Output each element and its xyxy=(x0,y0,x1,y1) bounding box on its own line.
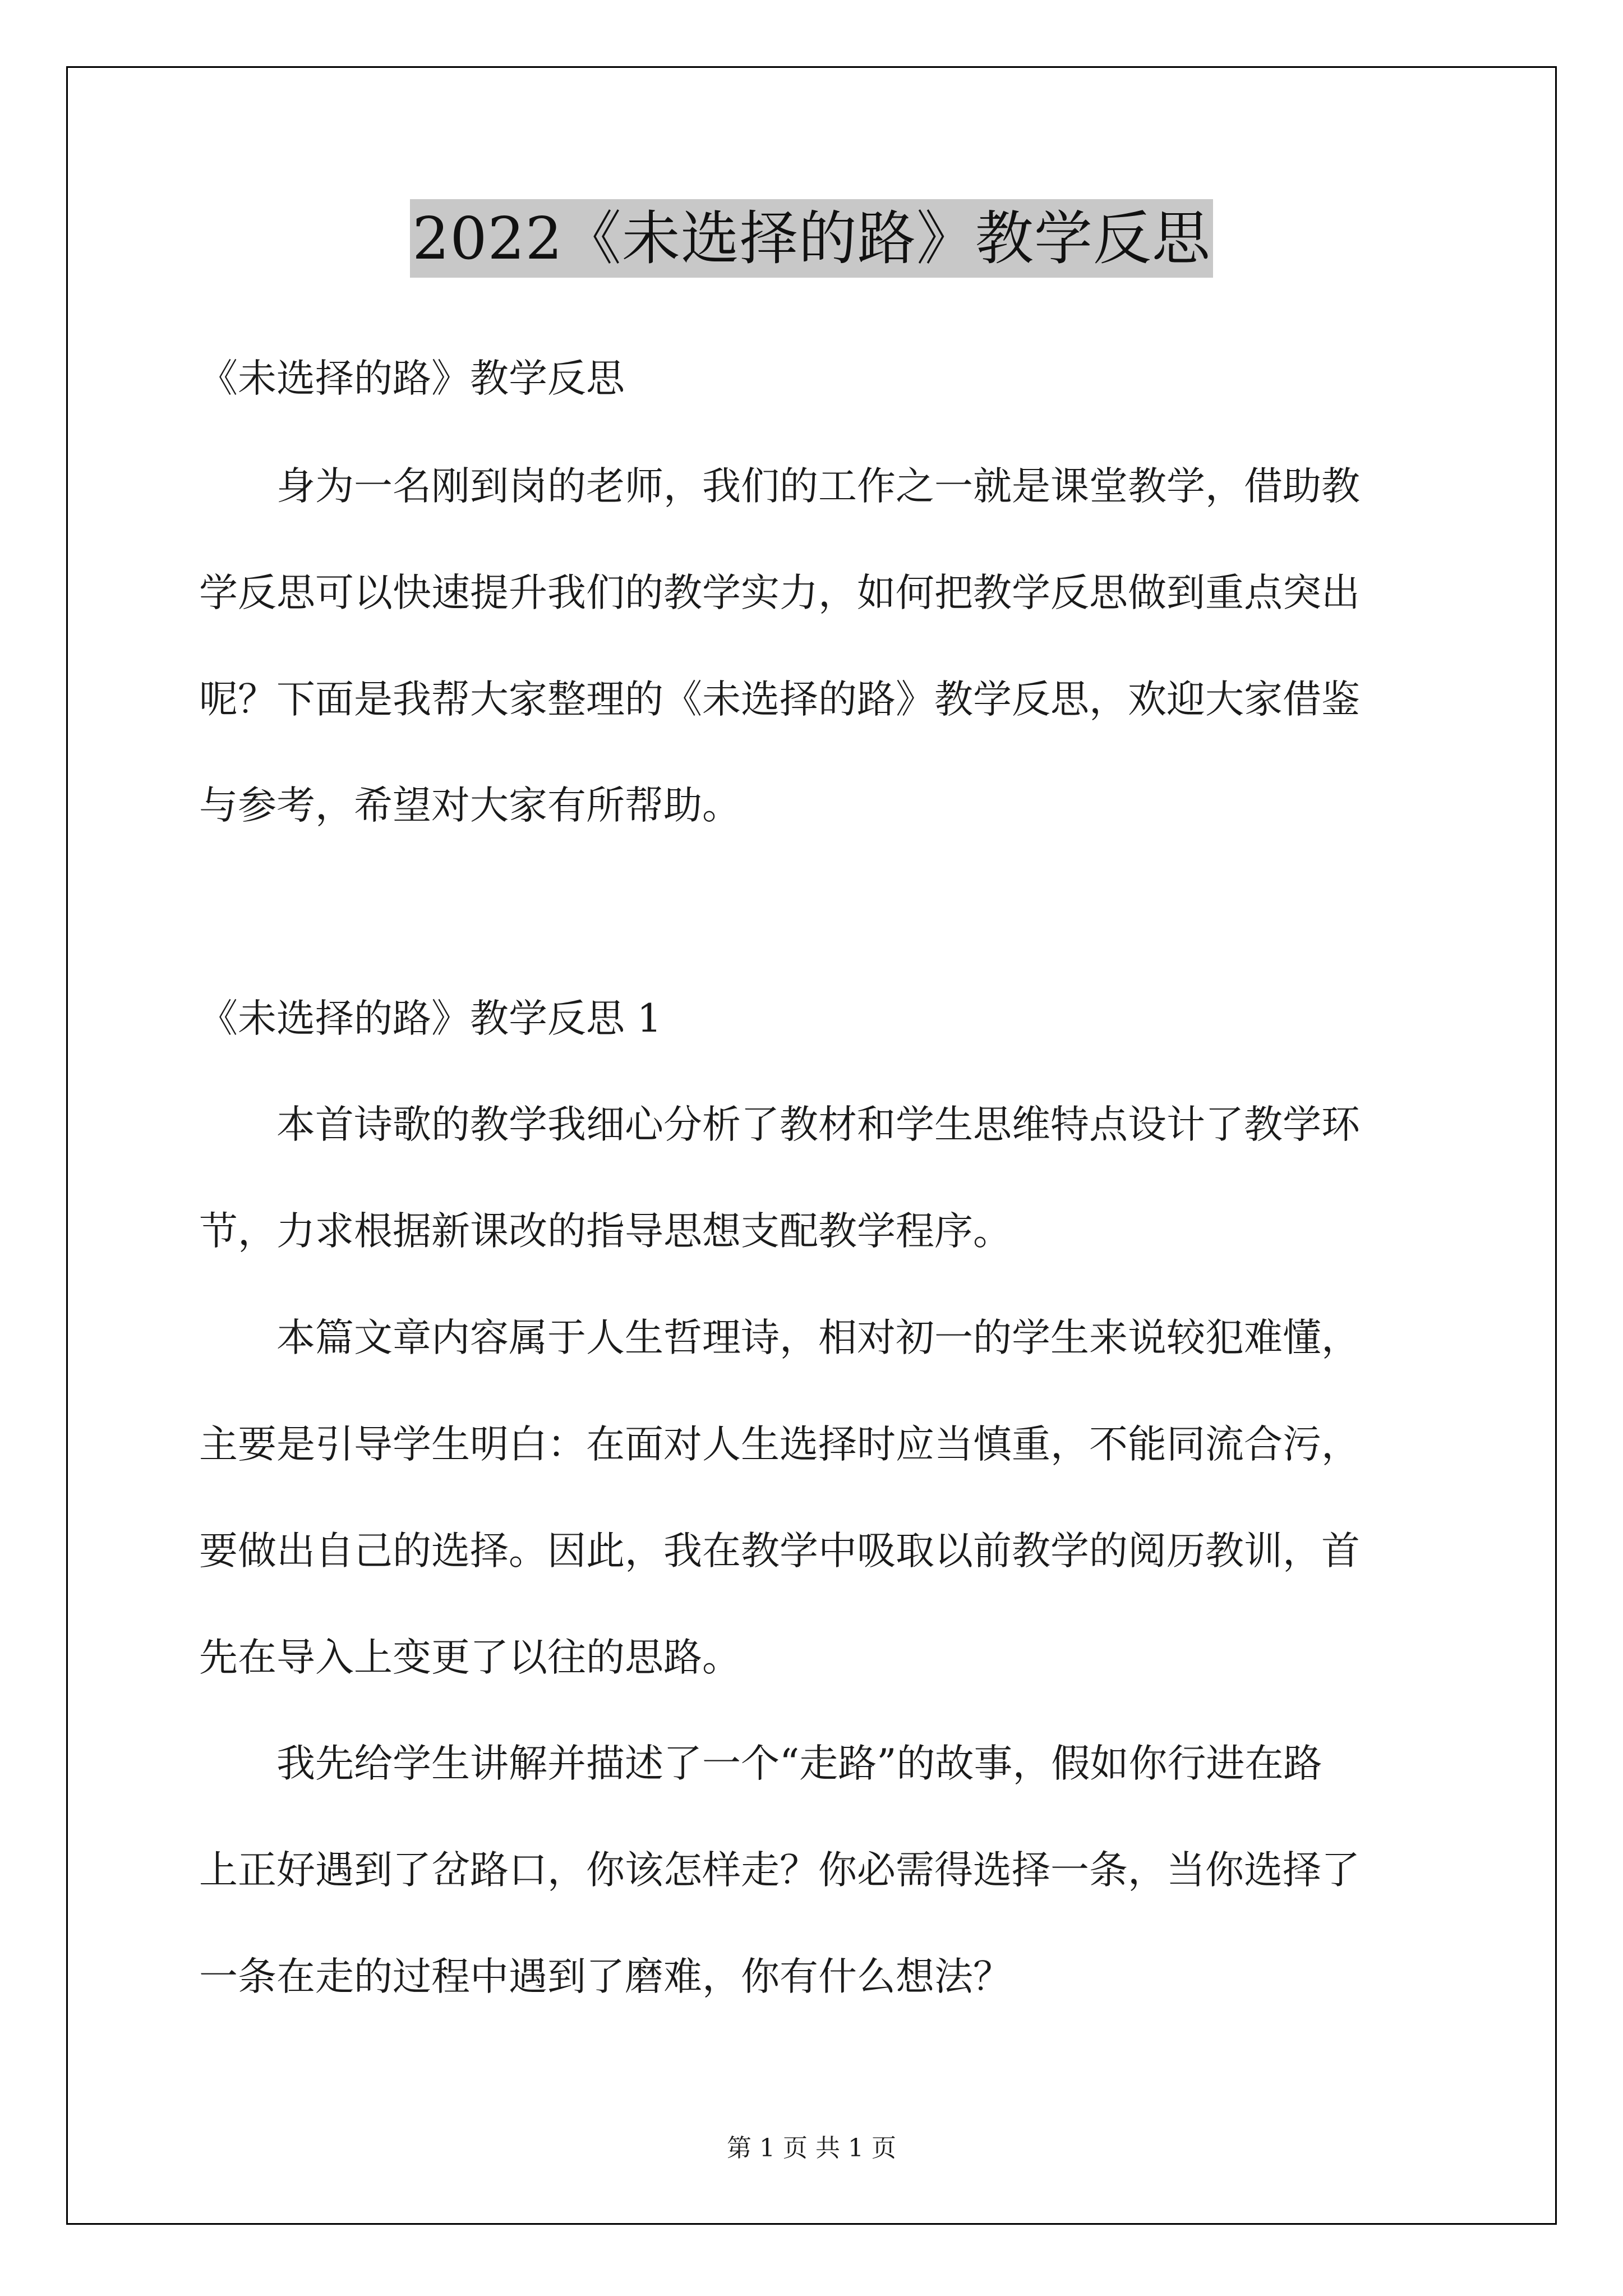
paragraph-line: 我先给学生讲解并描述了一个“走路”的故事，假如你行进在路 xyxy=(276,1741,1322,1786)
section-heading: 《未选择的路》教学反思 1 xyxy=(199,996,662,1041)
subtitle: 《未选择的路》教学反思 xyxy=(199,356,625,401)
paragraph-line: 节，力求根据新课改的指导思想支配教学程序。 xyxy=(199,1209,1012,1254)
paragraph-line: 主要是引导学生明白：在面对人生选择时应当慎重，不能同流合污， xyxy=(199,1422,1360,1467)
paragraph-line: 一条在走的过程中遇到了磨难，你有什么想法？ xyxy=(199,1954,1012,1999)
intro-line: 与参考，希望对大家有所帮助。 xyxy=(199,783,741,828)
paragraph-line: 本首诗歌的教学我细心分析了教材和学生思维特点设计了教学环 xyxy=(276,1102,1360,1147)
document-title: 2022《未选择的路》教学反思 xyxy=(410,199,1213,278)
intro-line: 学反思可以快速提升我们的教学实力，如何把教学反思做到重点突出 xyxy=(199,570,1360,615)
intro-line: 呢？下面是我帮大家整理的《未选择的路》教学反思，欢迎大家借鉴 xyxy=(199,677,1360,722)
intro-line: 身为一名刚到岗的老师，我们的工作之一就是课堂教学，借助教 xyxy=(276,464,1360,509)
paragraph-line: 先在导入上变更了以往的思路。 xyxy=(199,1635,741,1680)
paragraph-line: 要做出自己的选择。因此，我在教学中吸取以前教学的阅历教训，首 xyxy=(199,1529,1360,1573)
paragraph-line: 本篇文章内容属于人生哲理诗，相对初一的学生来说较犯难懂， xyxy=(276,1315,1360,1360)
paragraph-line: 上正好遇到了岔路口，你该怎样走？你必需得选择一条，当你选择了 xyxy=(199,1848,1360,1893)
page-footer: 第 1 页 共 1 页 xyxy=(727,2134,896,2162)
title-container xyxy=(0,199,1623,278)
